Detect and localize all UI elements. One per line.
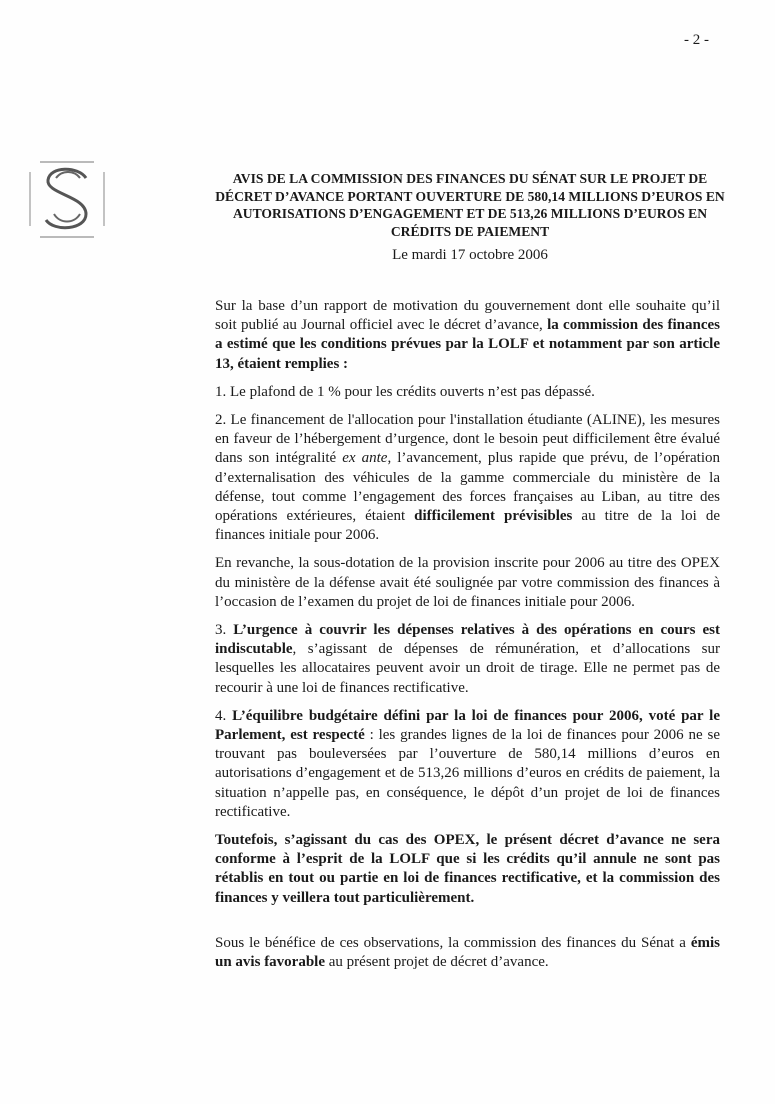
document-title: AVIS DE LA COMMISSION DES FINANCES DU SÉNAT SUR LE PROJET DE DÉCRET D’AVANCE PORTANT OUVERTURE DE 580,14 MILLIONS D’EUROS EN AUTORISATIONS D’ENGAGEMENT ET DE 513,26 MILLIONS D’EUROS EN CRÉDITS DE PAIEMENT — [215, 171, 725, 239]
text-segment: 4. — [215, 707, 233, 724]
bold-text-segment: la commission des finances a estimé que les conditions prévues par la LOLF et notamment par son article 13, étaient remplies : — [215, 317, 720, 372]
text-segment: , l’avancement, plus rapide que prévu, de l’opération d’externalisation des véhicules de la gamme commerciale du ministère de la défense, tout comme l’engagement des forces françaises au Liban, au titre des opérations extérieures, étaient — [215, 450, 721, 525]
bold-text-segment: Toutefois, s’agissant du cas des OPEX, le présent décret d’avance ne sera conforme à l’esprit de la LOLF que si les crédits qu’il annule ne sont pas rétablis en tout ou partie en loi de finances rectificative, et la commission des finances y veillera tout particulièrement. — [215, 832, 720, 906]
text-segment: 1. Le plafond de 1 % pour les crédits ouverts n’est pas dépassé. — [215, 383, 595, 400]
text-segment: au présent projet de décret d’avance. — [325, 954, 549, 971]
text-segment: au titre de la loi de finances initiale pour 2006. — [215, 508, 720, 544]
bold-text-segment: difficilement prévisibles — [414, 508, 573, 525]
bold-text-segment: émis un avis favorable — [215, 934, 720, 971]
bold-text-segment: L’équilibre budgétaire défini par la loi de finances pour 2006, voté par le Parlement, est respecté — [215, 707, 720, 744]
text-segment: 3. — [215, 622, 234, 639]
text-segment: Sur la base d’un rapport de motivation du gouvernement dont elle souhaite qu’il soit publié au Journal officiel avec le décret d’avance, — [215, 298, 720, 334]
paragraph-point-3 — [215, 621, 720, 698]
page-number: - 2 - — [684, 32, 709, 48]
document-body — [200, 0, 740, 1021]
paragraph-intro — [215, 297, 720, 374]
text-segment: 2. Le financement de l'allocation pour l'installation étudiante (ALINE), les mesures en faveur de l’hébergement d’urgence, dont le besoin peut difficilement être évalué dans son intégralité — [215, 412, 720, 467]
paragraph-conclusion — [215, 934, 720, 972]
paragraph-point-4 — [215, 707, 720, 822]
document-date: Le mardi 17 octobre 2006 — [392, 247, 548, 263]
paragraph-point-2 — [215, 411, 720, 545]
paragraph-point-1 — [215, 383, 720, 402]
italic-text-segment: ex ante — [342, 450, 388, 467]
senat-logo — [28, 160, 106, 240]
text-segment: : les grandes lignes de la loi de finances pour 2006 ne se trouvant pas bouleversées par l’ouverture de 580,14 millions d’euros en autorisations d’engagement et de 513,26 millions d’euros en crédits de paiement, la situation n’appelle pas, en conséquence, le dépôt d’un projet de loi de finances rectificative. — [215, 727, 721, 820]
text-segment: , s’agissant de dépenses de rémunération, et d’allocations sur lesquelles les allocataires peuvent avoir un droit de tirage. Elle ne permet pas de recourir à une loi de finances rectificative. — [215, 641, 720, 696]
text-segment: En revanche, la sous-dotation de la provision inscrite pour 2006 au titre des OPEX du ministère de la défense avait été soulignée par votre commission des finances à l’occasion de l’examen du projet de loi de finances initiale pour 2006. — [215, 555, 720, 610]
bold-text-segment: L’urgence à couvrir les dépenses relatives à des opérations en cours est indiscutable — [215, 622, 721, 658]
text-segment: Sous le bénéfice de ces observations, la commission des finances du Sénat a — [215, 934, 691, 951]
paragraph-toutefois — [215, 831, 720, 908]
paragraph-en-revanche — [215, 554, 720, 612]
